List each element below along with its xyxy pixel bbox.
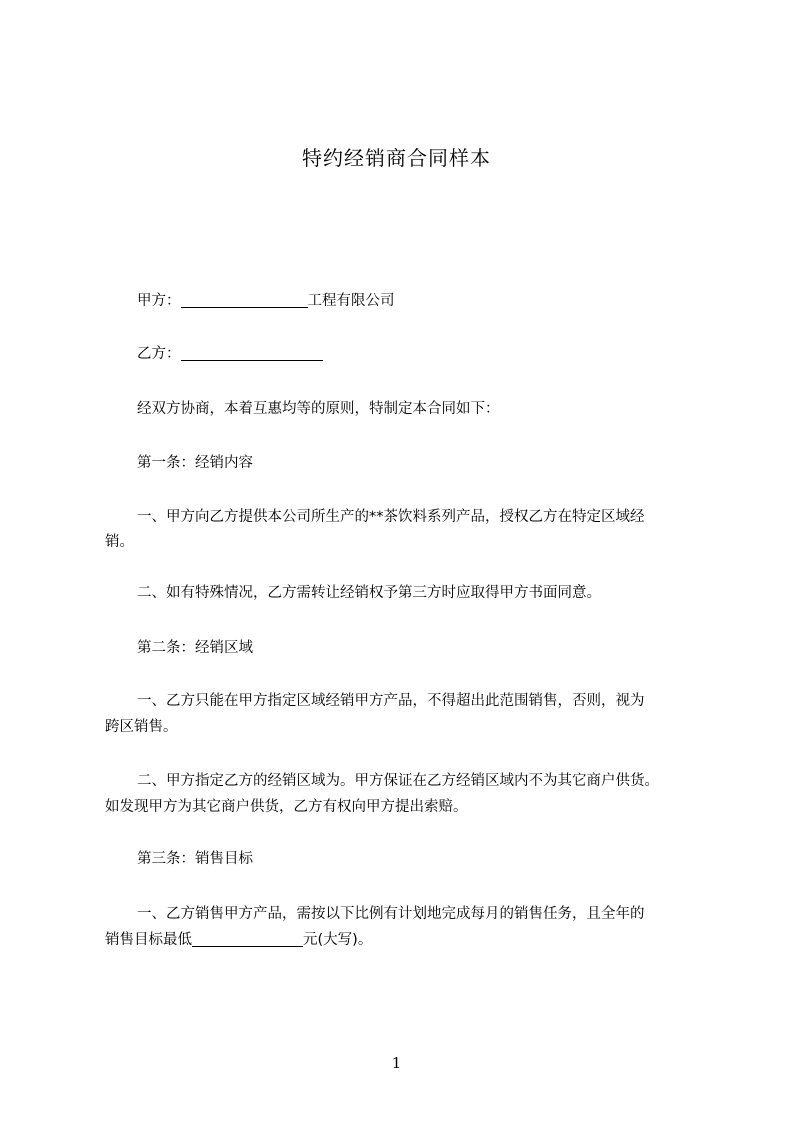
party-a-label: 甲方： [137,293,181,309]
article-2-para-1-line-1: 一、乙方只能在甲方指定区域经销甲方产品，不得超出此范围销售，否则，视为 [137,693,645,709]
article-2-para-2-line-2: 如发现甲方为其它商户供货，乙方有权向甲方提出索赔。 [105,799,468,815]
article-2-heading: 第二条：经销区域 [137,640,253,656]
article-3-para-1-line-1: 一、乙方销售甲方产品，需按以下比例有计划地完成每月的销售任务，且全年的 [137,906,645,922]
article-1-para-2: 二、如有特殊情况，乙方需转让经销权予第三方时应取得甲方书面同意。 [137,585,601,601]
article-1-para-1-line-2: 销。 [105,534,134,550]
party-a-line [137,288,395,314]
article-3-para-1-line-2 [105,927,372,953]
article-1-para-1-line-1: 一、甲方向乙方提供本公司所生产的**茶饮料系列产品，授权乙方在特定区域经 [137,509,645,525]
page-number: 1 [391,1054,402,1072]
intro-paragraph: 经双方协商，本着互惠均等的原则，特制定本合同如下： [137,401,500,417]
sales-target-prefix: 销售目标最低 [105,932,192,948]
article-2-para-1-line-2: 跨区销售。 [105,719,178,735]
document-title: 特约经销商合同样本 [302,146,491,170]
article-2-para-2-line-1: 二、甲方指定乙方的经销区域为。甲方保证在乙方经销区域内不为其它商户供货。 [137,773,659,789]
sales-target-blank [192,929,303,947]
article-1-heading: 第一条：经销内容 [137,455,253,471]
party-b-line [137,341,323,367]
party-a-suffix: 工程有限公司 [307,293,395,309]
party-b-label: 乙方： [137,346,181,362]
party-a-blank [181,290,308,308]
article-3-heading: 第三条：销售目标 [137,851,253,867]
party-b-blank [181,343,323,361]
sales-target-suffix: 元(大写)。 [303,932,373,948]
